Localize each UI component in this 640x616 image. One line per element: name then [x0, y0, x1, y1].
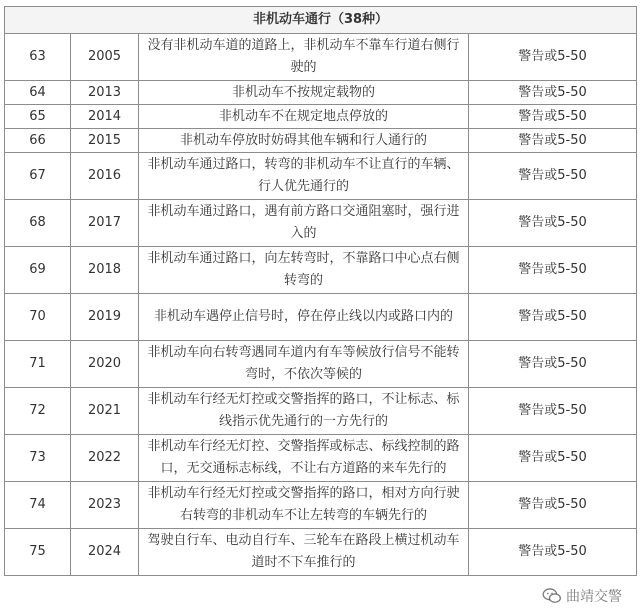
- penalty: 警告或5-50: [469, 341, 637, 388]
- violation-code: 2020: [71, 341, 139, 388]
- penalty: 警告或5-50: [469, 153, 637, 200]
- violation-description: 非机动车通过路口，遇有前方路口交通阻塞时，强行进入的: [139, 200, 469, 247]
- row-number: 67: [5, 153, 71, 200]
- violation-code: 2022: [71, 435, 139, 482]
- violation-code: 2016: [71, 153, 139, 200]
- penalty: 警告或5-50: [469, 34, 637, 81]
- table-row: [5, 129, 637, 153]
- row-number: 68: [5, 200, 71, 247]
- table-row: [5, 153, 637, 200]
- table-row: [5, 81, 637, 105]
- row-number: 71: [5, 341, 71, 388]
- row-number: 72: [5, 388, 71, 435]
- violation-description: 非机动车停放时妨碍其他车辆和行人通行的: [139, 129, 469, 153]
- violation-code: 2021: [71, 388, 139, 435]
- violation-description: 非机动车向右转弯遇同车道内有车等候放行信号不能转弯时，不依次等候的: [139, 341, 469, 388]
- watermark: [542, 582, 622, 610]
- penalty: 警告或5-50: [469, 388, 637, 435]
- row-number: 66: [5, 129, 71, 153]
- table-row: [5, 247, 637, 294]
- table-row: [5, 200, 637, 247]
- violation-description: 非机动车通过路口，向左转弯时，不靠路口中心点右侧转弯的: [139, 247, 469, 294]
- penalty: 警告或5-50: [469, 129, 637, 153]
- table-row: [5, 341, 637, 388]
- row-number: 63: [5, 34, 71, 81]
- violation-description: 驾驶自行车、电动自行车、三轮车在路段上横过机动车道时不下车推行的: [139, 529, 469, 576]
- violation-description: 非机动车不在规定地点停放的: [139, 105, 469, 129]
- violation-description: 非机动车不按规定载物的: [139, 81, 469, 105]
- penalty: 警告或5-50: [469, 435, 637, 482]
- table-row: [5, 482, 637, 529]
- violation-description: 非机动车通过路口，转弯的非机动车不让直行的车辆、行人优先通行的: [139, 153, 469, 200]
- violation-code: 2018: [71, 247, 139, 294]
- violation-code: 2024: [71, 529, 139, 576]
- violation-description: 非机动车行经无灯控或交警指挥的路口，不让标志、标线指示优先通行的一方先行的: [139, 388, 469, 435]
- penalty: 警告或5-50: [469, 81, 637, 105]
- table-row: [5, 105, 637, 129]
- watermark-text: 曲靖交警: [566, 589, 622, 605]
- violation-description: 非机动车行经无灯控或交警指挥的路口，相对方向行驶右转弯的非机动车不让左转弯的车辆先行的: [139, 482, 469, 529]
- penalty: 警告或5-50: [469, 482, 637, 529]
- row-number: 70: [5, 294, 71, 341]
- violation-table: [4, 6, 637, 576]
- violation-description: 非机动车行经无灯控、交警指挥或标志、标线控制的路口，无交通标志标线，不让右方道路的来车先行的: [139, 435, 469, 482]
- penalty: 警告或5-50: [469, 247, 637, 294]
- table-row: [5, 388, 637, 435]
- violation-code: 2023: [71, 482, 139, 529]
- penalty: 警告或5-50: [469, 294, 637, 341]
- table-row: [5, 34, 637, 81]
- violation-description: 非机动车遇停止信号时，停在停止线以内或路口内的: [139, 294, 469, 341]
- row-number: 64: [5, 81, 71, 105]
- violation-code: 2017: [71, 200, 139, 247]
- table-row: [5, 294, 637, 341]
- table-row: [5, 529, 637, 576]
- penalty: 警告或5-50: [469, 529, 637, 576]
- table-row: [5, 435, 637, 482]
- row-number: 75: [5, 529, 71, 576]
- penalty: 警告或5-50: [469, 105, 637, 129]
- penalty: 警告或5-50: [469, 200, 637, 247]
- row-number: 65: [5, 105, 71, 129]
- violation-code: 2013: [71, 81, 139, 105]
- row-number: 69: [5, 247, 71, 294]
- section-title: 非机动车通行（38种）: [5, 7, 637, 34]
- section-header-row: [5, 7, 637, 34]
- violation-code: 2019: [71, 294, 139, 341]
- row-number: 73: [5, 435, 71, 482]
- row-number: 74: [5, 482, 71, 529]
- violation-code: 2015: [71, 129, 139, 153]
- wechat-logo-icon: [542, 586, 562, 606]
- violation-code: 2014: [71, 105, 139, 129]
- violation-code: 2005: [71, 34, 139, 81]
- violation-description: 没有非机动车道的道路上，非机动车不靠车行道右侧行驶的: [139, 34, 469, 81]
